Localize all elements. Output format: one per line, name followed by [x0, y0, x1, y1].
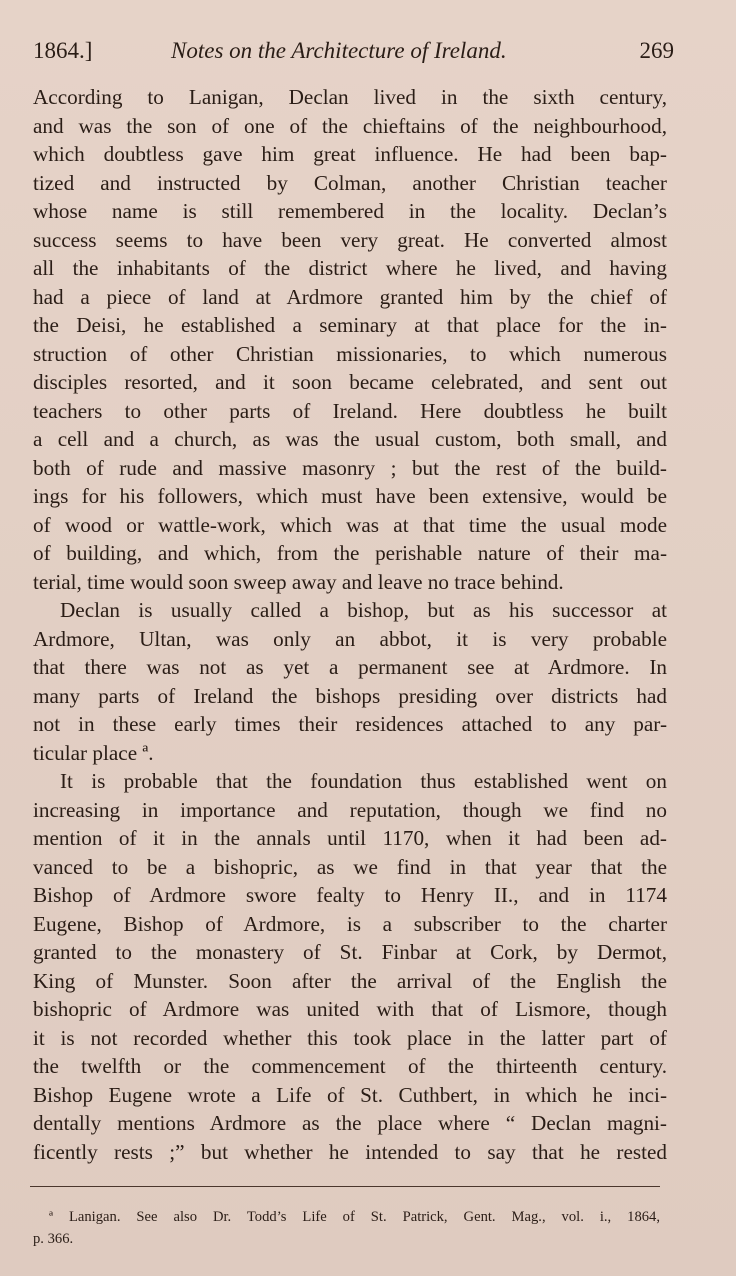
body-line: increasing in importance and reputation, though we find no	[33, 797, 667, 822]
body-line: mention of it in the annals until 1170, when it had been ad-	[33, 826, 667, 850]
body-line: disciples resorted, and it soon became celebrated, and sent out	[33, 370, 667, 394]
body-line: tized and instructed by Colman, another Christian teacher	[33, 170, 667, 195]
body-line: Bishop Eugene wrote a Life of St. Cuthbert, in which he inci-	[33, 1082, 667, 1107]
body-line: of building, and which, from the perishable nature of their ma-	[33, 541, 667, 565]
body-line: Declan is usually called a bishop, but as his successor at	[60, 598, 667, 622]
body-line: whose name is still remembered in the locality. Declan’s	[33, 199, 667, 223]
body-line: a cell and a church, as was the usual custom, both small, and	[33, 427, 667, 451]
body-line: it is not recorded whether this took place in the latter part of	[33, 1025, 667, 1050]
body-line: bishopric of Ardmore was united with that of Lismore, though	[33, 997, 667, 1021]
body-line: of wood or wattle-work, which was at that time the usual mode	[33, 512, 667, 537]
body-line: that there was not as yet a permanent see at Ardmore. In	[33, 655, 667, 679]
footnote-rule	[30, 1186, 660, 1187]
body-line: both of rude and massive masonry ; but the rest of the build-	[33, 455, 667, 480]
body-line: Bishop of Ardmore swore fealty to Henry II., and in 1174	[33, 883, 667, 907]
body-line: ings for his followers, which must have been extensive, would be	[33, 484, 667, 508]
header-title: Notes on the Architecture of Ireland.	[171, 38, 507, 63]
footnote-line: p. 366.	[33, 1231, 74, 1247]
body-line: success seems to have been very great. He converted almost	[33, 227, 667, 252]
body-line: It is probable that the foundation thus established went on	[60, 769, 667, 793]
body-line: had a piece of land at Ardmore granted him by the chief of	[33, 284, 667, 309]
header-date: 1864.]	[33, 38, 93, 63]
running-header	[33, 34, 674, 68]
body-line: According to Lanigan, Declan lived in the sixth century,	[33, 85, 667, 109]
body-line: which doubtless gave him great influence. He had been bap-	[33, 142, 667, 166]
body-line: and was the son of one of the chieftains of the neighbourhood,	[33, 113, 667, 138]
body-line: ticular place ª.	[33, 740, 154, 765]
body-line: the twelfth or the commencement of the thirteenth century.	[33, 1054, 667, 1078]
footnote-line: ª Lanigan. See also Dr. Todd’s Life of St. Patrick, Gent. Mag., vol. i., 1864,	[49, 1209, 660, 1225]
body-line: many parts of Ireland the bishops presiding over districts had	[33, 683, 667, 708]
body-line: not in these early times their residences attached to any par-	[33, 712, 667, 736]
body-line: King of Munster. Soon after the arrival of the English the	[33, 968, 667, 993]
body-line: vanced to be a bishopric, as we find in that year that the	[33, 854, 667, 879]
page-number: 269	[639, 38, 674, 63]
body-line: Ardmore, Ultan, was only an abbot, it is very probable	[33, 626, 667, 651]
body-line: teachers to other parts of Ireland. Here doubtless he built	[33, 398, 667, 423]
body-line: Eugene, Bishop of Ardmore, is a subscriber to the charter	[33, 911, 667, 936]
body-line: dentally mentions Ardmore as the place where “ Declan magni-	[33, 1111, 667, 1135]
body-text	[33, 83, 667, 1166]
body-line: struction of other Christian missionaries, to which numerous	[33, 341, 667, 366]
footnote	[33, 1206, 660, 1250]
body-line: ficently rests ;” but whether he intended to say that he rested	[33, 1139, 667, 1164]
body-line: terial, time would soon sweep away and leave no trace behind.	[33, 569, 564, 594]
body-line: the Deisi, he established a seminary at that place for the in-	[33, 313, 667, 337]
body-line: granted to the monastery of St. Finbar at Cork, by Dermot,	[33, 940, 667, 964]
body-line: all the inhabitants of the district where he lived, and having	[33, 256, 667, 280]
